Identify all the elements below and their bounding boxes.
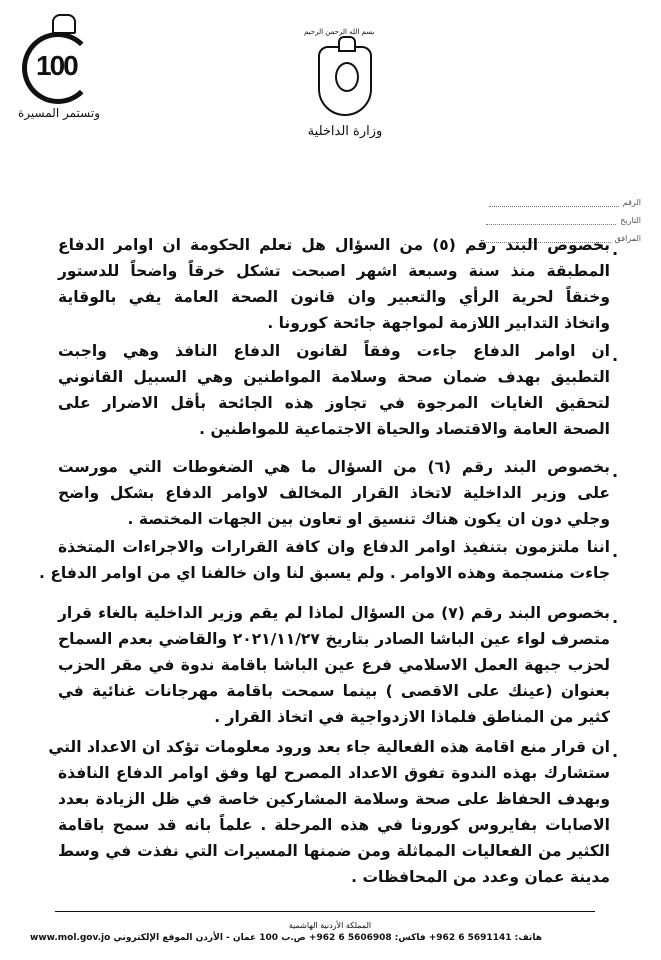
paragraph-line: المطبقة منذ سنة وسبعة اشهر اصبحت تشكل خرقاً واضحاً للدستور	[58, 262, 610, 280]
bullet-marker: .	[612, 542, 619, 561]
paragraph-line: لتحقيق الغايات المرجوة في تجاوز هذه الجائحة بأقل الاضرار على	[58, 394, 610, 412]
paragraph-line: التطبيق بهدف ضمان صحة وسلامة المواطنين وهي السبيل القانوني	[58, 368, 610, 386]
footer-divider	[55, 911, 595, 912]
paragraph-line: بخصوص البند رقم (٦) من السؤال ما هي الضغوطات التي مورست	[58, 458, 610, 476]
bullet-marker: .	[612, 240, 619, 259]
paragraph-line: واتخاذ التدابير اللازمة لمواجهة جائحة كورونا .	[267, 314, 610, 332]
ministry-name: وزارة الداخلية	[307, 124, 383, 139]
paragraph-line: جاءت منسجمة وهذه الاوامر . ولم يسبق لنا وان خالفنا اي من اوامر الدفاع .	[39, 564, 610, 582]
ref-label: التاريخ	[620, 216, 641, 225]
footer-contact: هاتف: 5691141 6 962+ فاكس: 5606908 6 962+ ص.ب 100 عمان - الأردن الموقع الإلكتروني www.mol.gov.jo	[30, 933, 542, 943]
centennial-logo	[14, 10, 104, 120]
paragraph-line: وبهدف الحفاظ على صحة وسلامة المشاركين خاصة في ظل الزيادة بعدد	[58, 790, 610, 808]
ref-label: المرافق	[614, 234, 641, 243]
ref-date-field	[486, 216, 641, 225]
ref-number-field	[489, 198, 641, 207]
crown-icon	[52, 14, 76, 34]
slogan: وتستمر المسيرة	[18, 106, 100, 120]
paragraph-line: ستشارك بهذه الندوة تفوق الاعداد المصرح لها وفق اوامر الدفاع النافذة	[58, 764, 610, 782]
bullet-marker: .	[612, 742, 619, 761]
paragraph-line: اننا ملتزمون بتنفيذ اوامر الدفاع وان كافة القرارات والاجراءات المتخذة	[58, 538, 610, 556]
bullet-marker: .	[612, 462, 619, 481]
paragraph-line: بخصوص البند رقم (٥) من السؤال هل تعلم الحكومة ان اوامر الدفاع	[58, 236, 610, 254]
bullet-marker: .	[612, 608, 619, 627]
paragraph-line: ان اوامر الدفاع جاءت وفقاً لقانون الدفاع النافذ وهي واجبت	[58, 342, 610, 360]
paragraph-line: على وزير الداخلية لاتخاذ القرار المخالف لاوامر الدفاع بشكل واضح	[58, 484, 610, 502]
logo-number: 100	[36, 50, 77, 81]
paragraph-line: الصحة العامة والاقتصاد والحياة الاجتماعية للمواطنين .	[199, 420, 610, 438]
basmala: بسم الله الرحمن الرحيم	[304, 28, 375, 36]
paragraph-line: بخصوص البند رقم (٧) من السؤال لماذا لم يقم وزير الداخلية بالغاء قرار	[58, 604, 610, 622]
coat-of-arms-icon	[318, 46, 372, 116]
paragraph-line: بعنوان (عينك على الاقصى ) بينما سمحت باقامة مهرجانات غنائية في	[58, 682, 610, 700]
bullet-marker: .	[612, 346, 619, 365]
paragraph-line: ان قرار منع اقامة هذه الفعالية جاء بعد ورود معلومات تؤكد ان الاعداد التي	[48, 738, 610, 756]
paragraph-line: الاصابات بفايروس كورونا في هذه المرحلة . علماً بانه قد سمح باقامة	[58, 816, 610, 834]
paragraph-line: متصرف لواء عين الباشا الصادر بتاريخ ٢٠٢١/١١/٢٧ والقاضي بعدم السماح	[58, 630, 610, 648]
paragraph-line: لحزب جبهة العمل الاسلامي فرع عين الباشا باقامة ندوة في مقر الحزب	[58, 656, 610, 674]
ref-label: الرقم	[622, 198, 641, 207]
paragraph-line: وخنقاً لحرية الرأي والتعبير وان قانون الصحة العامة يفي بالوقاية	[58, 288, 610, 306]
paragraph-line: كثير من المناطق فلماذا الازدواجية في اتخاذ القرار .	[214, 708, 610, 726]
paragraph-line: وجلي دون ان يكون هناك تنسيق او تعاون بين الجهات المختصة .	[127, 510, 610, 528]
paragraph-line: مدينة عمان وعدد من المحافظات .	[351, 868, 610, 886]
paragraph-line: الكثير من الفعاليات المماثلة ومن ضمنها المسيرات التي نفذت في وسط	[58, 842, 610, 860]
footer-kingdom: المملكة الأردنية الهاشمية	[288, 921, 372, 930]
